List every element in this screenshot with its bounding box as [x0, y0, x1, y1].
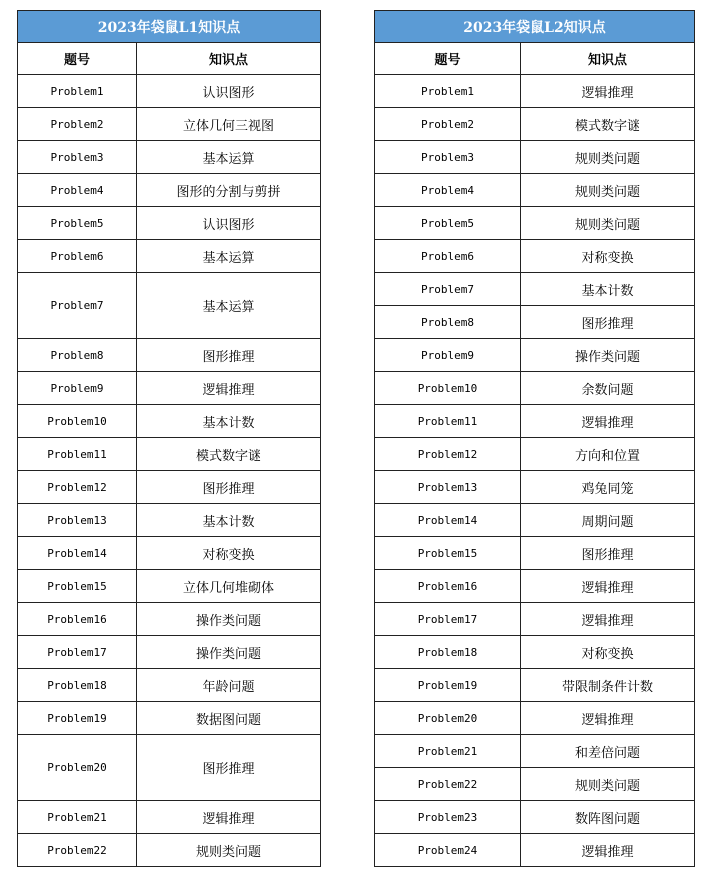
- l2-problem-cell: Problem18: [375, 636, 521, 669]
- table-row: [375, 834, 695, 867]
- l1-topic-cell: 基本计数: [137, 405, 321, 438]
- l2-topic-cell: 逻辑推理: [521, 702, 695, 735]
- l1-topic-cell: 立体几何三视图: [137, 108, 321, 141]
- table-row: [375, 174, 695, 207]
- l1-topic-cell: 图形的分割与剪拼: [137, 174, 321, 207]
- table-row: [18, 636, 321, 669]
- l2-topic-cell: 和差倍问题: [521, 735, 695, 768]
- table-row: [18, 273, 321, 339]
- l2-topic-cell: 规则类问题: [521, 141, 695, 174]
- l2-topic-cell: 周期问题: [521, 504, 695, 537]
- l2-knowledge-table: [374, 10, 695, 867]
- l1-topic-cell: 逻辑推理: [137, 372, 321, 405]
- l2-topic-cell: 逻辑推理: [521, 570, 695, 603]
- l1-problem-cell: Problem10: [18, 405, 137, 438]
- l2-problem-cell: Problem2: [375, 108, 521, 141]
- l1-problem-cell: Problem7: [18, 273, 137, 339]
- l1-topic-cell: 规则类问题: [137, 834, 321, 867]
- l2-topic-cell: 方向和位置: [521, 438, 695, 471]
- l2-problem-cell: Problem19: [375, 669, 521, 702]
- l2-topic-cell: 操作类问题: [521, 339, 695, 372]
- l1-problem-cell: Problem13: [18, 504, 137, 537]
- table-row: [375, 108, 695, 141]
- table-row: [18, 174, 321, 207]
- l1-topic-cell: 基本运算: [137, 141, 321, 174]
- l1-problem-cell: Problem14: [18, 537, 137, 570]
- table-row: [375, 141, 695, 174]
- l1-table-title: 2023年袋鼠L1知识点: [18, 11, 321, 43]
- table-row: [375, 306, 695, 339]
- l2-topic-cell: 数阵图问题: [521, 801, 695, 834]
- l1-topic-cell: 基本运算: [137, 273, 321, 339]
- l1-problem-cell: Problem22: [18, 834, 137, 867]
- table-row: [18, 669, 321, 702]
- table-row: [375, 570, 695, 603]
- l2-problem-cell: Problem16: [375, 570, 521, 603]
- l1-problem-cell: Problem9: [18, 372, 137, 405]
- l1-topic-cell: 认识图形: [137, 75, 321, 108]
- table-row: [375, 504, 695, 537]
- l1-topic-cell: 基本计数: [137, 504, 321, 537]
- table-row: [375, 669, 695, 702]
- table-row: [375, 240, 695, 273]
- l2-problem-cell: Problem24: [375, 834, 521, 867]
- table-row: [18, 438, 321, 471]
- table-row: [18, 75, 321, 108]
- l2-topic-cell: 图形推理: [521, 537, 695, 570]
- l2-problem-cell: Problem7: [375, 273, 521, 306]
- table-row: [18, 702, 321, 735]
- l2-topic-cell: 鸡兔同笼: [521, 471, 695, 504]
- l1-problem-cell: Problem21: [18, 801, 137, 834]
- l2-topic-cell: 对称变换: [521, 636, 695, 669]
- l2-problem-cell: Problem12: [375, 438, 521, 471]
- table-row: [375, 801, 695, 834]
- l2-problem-cell: Problem21: [375, 735, 521, 768]
- l2-problem-cell: Problem11: [375, 405, 521, 438]
- l2-topic-cell: 规则类问题: [521, 207, 695, 240]
- l2-problem-cell: Problem1: [375, 75, 521, 108]
- l1-topic-cell: 模式数字谜: [137, 438, 321, 471]
- l2-topic-cell: 逻辑推理: [521, 75, 695, 108]
- table-row: [18, 141, 321, 174]
- table-row: [18, 735, 321, 801]
- l2-problem-cell: Problem13: [375, 471, 521, 504]
- l1-table-body: [18, 75, 321, 867]
- table-row: [18, 834, 321, 867]
- l2-header-problem: 题号: [375, 43, 521, 75]
- l1-topic-cell: 认识图形: [137, 207, 321, 240]
- l2-problem-cell: Problem22: [375, 768, 521, 801]
- l1-header-problem: 题号: [18, 43, 137, 75]
- l2-topic-cell: 图形推理: [521, 306, 695, 339]
- l2-topic-cell: 规则类问题: [521, 768, 695, 801]
- table-row: [375, 636, 695, 669]
- l1-problem-cell: Problem20: [18, 735, 137, 801]
- table-row: [375, 372, 695, 405]
- l2-table-title: 2023年袋鼠L2知识点: [375, 11, 695, 43]
- l1-problem-cell: Problem2: [18, 108, 137, 141]
- l2-header-topic: 知识点: [521, 43, 695, 75]
- l1-header-topic: 知识点: [137, 43, 321, 75]
- l2-topic-cell: 模式数字谜: [521, 108, 695, 141]
- l2-problem-cell: Problem6: [375, 240, 521, 273]
- table-row: [18, 504, 321, 537]
- table-row: [375, 438, 695, 471]
- l1-problem-cell: Problem8: [18, 339, 137, 372]
- l2-problem-cell: Problem14: [375, 504, 521, 537]
- table-row: [375, 768, 695, 801]
- l1-problem-cell: Problem3: [18, 141, 137, 174]
- l1-topic-cell: 图形推理: [137, 471, 321, 504]
- l1-topic-cell: 逻辑推理: [137, 801, 321, 834]
- l2-problem-cell: Problem10: [375, 372, 521, 405]
- l2-problem-cell: Problem20: [375, 702, 521, 735]
- l1-topic-cell: 对称变换: [137, 537, 321, 570]
- l1-problem-cell: Problem6: [18, 240, 137, 273]
- table-row: [18, 207, 321, 240]
- l2-topic-cell: 逻辑推理: [521, 603, 695, 636]
- table-row: [375, 735, 695, 768]
- l1-topic-cell: 数据图问题: [137, 702, 321, 735]
- table-row: [375, 339, 695, 372]
- table-row: [18, 372, 321, 405]
- table-row: [18, 801, 321, 834]
- l2-problem-cell: Problem5: [375, 207, 521, 240]
- table-row: [18, 108, 321, 141]
- table-row: [18, 240, 321, 273]
- table-row: [18, 537, 321, 570]
- l1-problem-cell: Problem16: [18, 603, 137, 636]
- l1-topic-cell: 基本运算: [137, 240, 321, 273]
- l1-topic-cell: 操作类问题: [137, 636, 321, 669]
- l1-problem-cell: Problem11: [18, 438, 137, 471]
- l1-topic-cell: 操作类问题: [137, 603, 321, 636]
- l1-problem-cell: Problem18: [18, 669, 137, 702]
- table-row: [375, 75, 695, 108]
- table-row: [18, 603, 321, 636]
- table-row: [375, 603, 695, 636]
- table-row: [375, 537, 695, 570]
- table-row: [375, 405, 695, 438]
- l2-topic-cell: 余数问题: [521, 372, 695, 405]
- l1-problem-cell: Problem5: [18, 207, 137, 240]
- table-row: [18, 339, 321, 372]
- l1-problem-cell: Problem4: [18, 174, 137, 207]
- l1-topic-cell: 图形推理: [137, 339, 321, 372]
- l2-problem-cell: Problem17: [375, 603, 521, 636]
- l2-table-body: [375, 75, 695, 867]
- l2-problem-cell: Problem3: [375, 141, 521, 174]
- l1-problem-cell: Problem15: [18, 570, 137, 603]
- l1-problem-cell: Problem1: [18, 75, 137, 108]
- l2-problem-cell: Problem8: [375, 306, 521, 339]
- table-row: [375, 207, 695, 240]
- l2-problem-cell: Problem23: [375, 801, 521, 834]
- l2-topic-cell: 逻辑推理: [521, 834, 695, 867]
- l1-topic-cell: 图形推理: [137, 735, 321, 801]
- l1-topic-cell: 立体几何堆砌体: [137, 570, 321, 603]
- l2-topic-cell: 基本计数: [521, 273, 695, 306]
- l1-problem-cell: Problem17: [18, 636, 137, 669]
- l1-problem-cell: Problem19: [18, 702, 137, 735]
- table-row: [375, 273, 695, 306]
- l1-knowledge-table: [17, 10, 321, 867]
- l2-problem-cell: Problem9: [375, 339, 521, 372]
- l2-topic-cell: 带限制条件计数: [521, 669, 695, 702]
- table-row: [18, 405, 321, 438]
- table-row: [375, 471, 695, 504]
- table-row: [375, 702, 695, 735]
- table-row: [18, 570, 321, 603]
- l1-problem-cell: Problem12: [18, 471, 137, 504]
- l2-topic-cell: 逻辑推理: [521, 405, 695, 438]
- l2-topic-cell: 规则类问题: [521, 174, 695, 207]
- l2-problem-cell: Problem4: [375, 174, 521, 207]
- l2-problem-cell: Problem15: [375, 537, 521, 570]
- table-row: [18, 471, 321, 504]
- l2-topic-cell: 对称变换: [521, 240, 695, 273]
- l1-topic-cell: 年龄问题: [137, 669, 321, 702]
